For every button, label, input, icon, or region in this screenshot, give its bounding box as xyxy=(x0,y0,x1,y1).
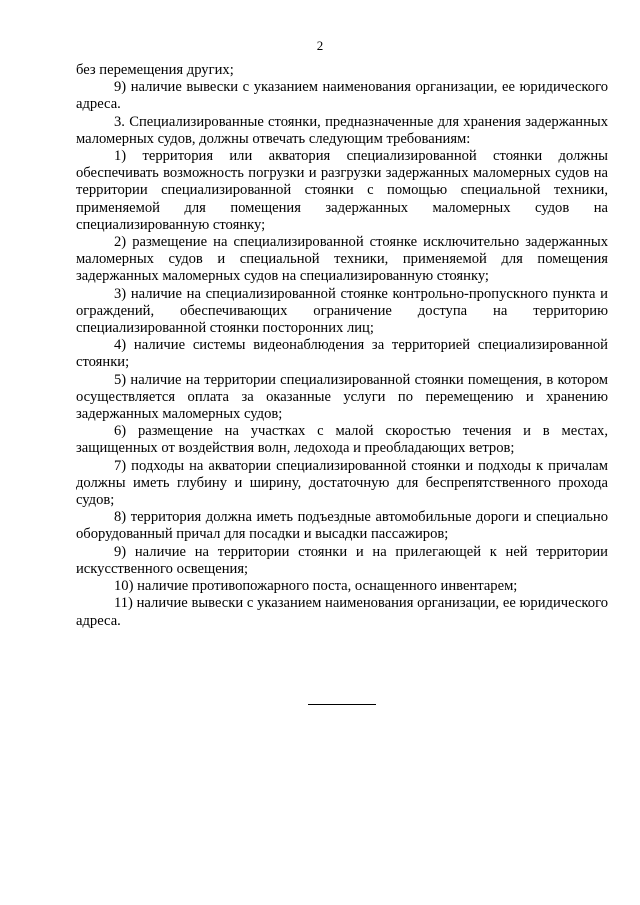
paragraph-item-1: 1) территория или акватория специализированной стоянки должны обеспечивать возможность погрузки и разгрузки задержанных маломерных судов на территории специализированной стоянки с помощью специальной техники, применяемой для помещения задержанных маломерных судов на специализированную стоянку; xyxy=(76,148,608,233)
paragraph-item-4: 4) наличие системы видеонаблюдения за территорией специализированной стоянки; xyxy=(76,337,608,371)
paragraph-item-8: 8) территория должна иметь подъездные автомобильные дороги и специально оборудованный причал для посадки и высадки пассажиров; xyxy=(76,509,608,543)
paragraph-item-11: 11) наличие вывески с указанием наименования организации, ее юридического адреса. xyxy=(76,595,608,629)
closing-rule-divider xyxy=(308,704,376,705)
document-body xyxy=(76,62,608,630)
paragraph-section-3: 3. Специализированные стоянки, предназначенные для хранения задержанных маломерных судов, должны отвечать следующим требованиям: xyxy=(76,113,608,147)
paragraph-item-9-lighting: 9) наличие на территории стоянки и на прилегающей к ней территории искусственного освещения; xyxy=(76,543,608,577)
paragraph-item-2: 2) размещение на специализированной стоянке исключительно задержанных маломерных судов и специальной техники, применяемой для помещения задержанных маломерных судов на специализированную стоянку; xyxy=(76,234,608,285)
paragraph-item-3: 3) наличие на специализированной стоянке контрольно-пропускного пункта и ограждений, обеспечивающих ограничение доступа на территорию специализированной стоянки посторонних лиц; xyxy=(76,285,608,337)
paragraph-item-7: 7) подходы на акватории специализированной стоянки и подходы к причалам должны иметь глубину и ширину, достаточную для беспрепятственного прохода судов; xyxy=(76,457,608,509)
paragraph-item-5: 5) наличие на территории специализированной стоянки помещения, в котором осуществляется оплата за оказанные услуги по перемещению и хранению задержанных маломерных судов; xyxy=(76,371,608,423)
paragraph-item-9-signboard: 9) наличие вывески с указанием наименования организации, ее юридического адреса. xyxy=(76,79,608,113)
paragraph-continuation: без перемещения других; xyxy=(76,62,234,78)
paragraph-item-10: 10) наличие противопожарного поста, оснащенного инвентарем; xyxy=(114,578,518,595)
paragraph-item-6: 6) размещение на участках с малой скоростью течения и в местах, защищенных от воздействия волн, ледохода и преобладающих ветров; xyxy=(76,423,608,457)
page-number: 2 xyxy=(316,38,324,53)
